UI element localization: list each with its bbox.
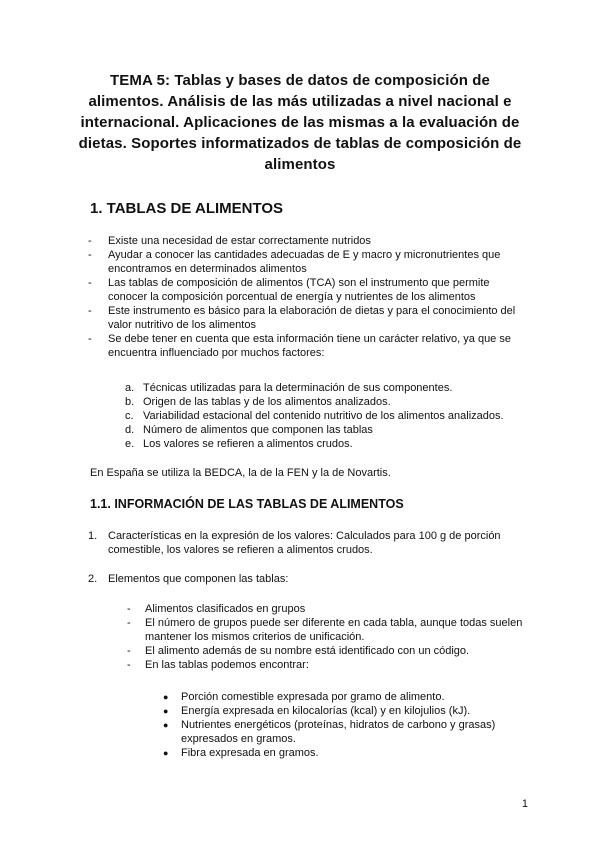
- intro-bullet-list: [88, 234, 528, 360]
- list-item: - Alimentos clasificados en grupos: [127, 603, 306, 615]
- list-item: - El alimento además de su nombre está identificado con un código.: [127, 645, 470, 657]
- bullet-icon: ●: [163, 748, 169, 758]
- list-item: - Existe una necesidad de estar correctamente nutridos: [88, 235, 371, 247]
- list-item: b. Origen de las tablas y de los alimentos analizados.: [125, 396, 391, 408]
- dash-marker: -: [88, 333, 92, 345]
- list-item: ● Nutrientes energéticos (proteínas, hidratos de carbono y grasas) expresados en gramos.: [163, 719, 496, 745]
- list-item: - En las tablas podemos encontrar:: [127, 659, 309, 671]
- dash-marker: -: [127, 645, 131, 657]
- contents-list: [163, 690, 521, 760]
- page-title: TEMA 5: Tablas y bases de datos de composición de alimentos. Análisis de las más utilizadas a nivel nacional e internacional. Aplicaciones de las mismas a la evaluación de dietas. Soportes informatizados de tablas de composición de alimentos: [78, 72, 522, 173]
- list-item: - Este instrumento es básico para la elaboración de dietas y para el conocimiento del valor nutritivo de los alimentos: [88, 305, 516, 331]
- page-number: 1: [521, 798, 528, 810]
- list-item: 1. Características en la expresión de los valores: Calculados para 100 g de porción comestible, los valores se refieren a alimentos crudos.: [88, 530, 501, 556]
- list-item: - Se debe tener en cuenta que esta información tiene un carácter relativo, ya que se encuentra influenciado por muchos factores:: [88, 333, 511, 359]
- dash-marker: -: [127, 617, 131, 629]
- list-item: a. Técnicas utilizadas para la determinación de sus componentes.: [125, 382, 453, 394]
- dash-marker: -: [127, 603, 131, 615]
- bullet-icon: ●: [163, 706, 169, 716]
- dash-marker: -: [127, 659, 131, 671]
- numbered-item-2: [88, 572, 528, 586]
- elements-list: [127, 602, 530, 672]
- list-item: 2. Elementos que componen las tablas:: [88, 573, 289, 585]
- bullet-icon: ●: [163, 692, 169, 702]
- list-item: c. Variabilidad estacional del contenido nutritivo de los alimentos analizados.: [125, 410, 504, 422]
- list-item: - Ayudar a conocer las cantidades adecuadas de E y macro y micronutrientes que encontramos en determinados alimentos: [88, 249, 501, 275]
- numbered-item-1: [88, 529, 528, 557]
- list-item: ● Porción comestible expresada por gramo de alimento.: [163, 691, 445, 703]
- section-heading-informacion: 1.1. INFORMACIÓN DE LAS TABLAS DE ALIMENTOS: [90, 497, 404, 511]
- dash-marker: -: [88, 305, 92, 317]
- dash-marker: -: [88, 277, 92, 289]
- dash-marker: -: [88, 235, 92, 247]
- bullet-icon: ●: [163, 720, 169, 730]
- list-item: - El número de grupos puede ser diferente en cada tabla, aunque todas suelen mantener los mismos criterios de unificación.: [127, 617, 523, 643]
- list-item: - Las tablas de composición de alimentos (TCA) son el instrumento que permite conocer la composición porcentual de energía y nutrientes de los alimentos: [88, 277, 490, 303]
- list-item: ● Fibra expresada en gramos.: [163, 747, 319, 759]
- spain-note: En España se utiliza la BEDCA, la de la FEN y la de Novartis.: [90, 467, 391, 479]
- list-item: ● Energía expresada en kilocalorías (kcal) y en kilojulios (kJ).: [163, 705, 471, 717]
- dash-marker: -: [88, 249, 92, 261]
- list-item: d. Número de alimentos que componen las tablas: [125, 424, 373, 436]
- list-item: e. Los valores se refieren a alimentos crudos.: [125, 438, 353, 450]
- factors-list: [125, 381, 543, 451]
- section-heading-tablas: 1. TABLAS DE ALIMENTOS: [90, 200, 284, 217]
